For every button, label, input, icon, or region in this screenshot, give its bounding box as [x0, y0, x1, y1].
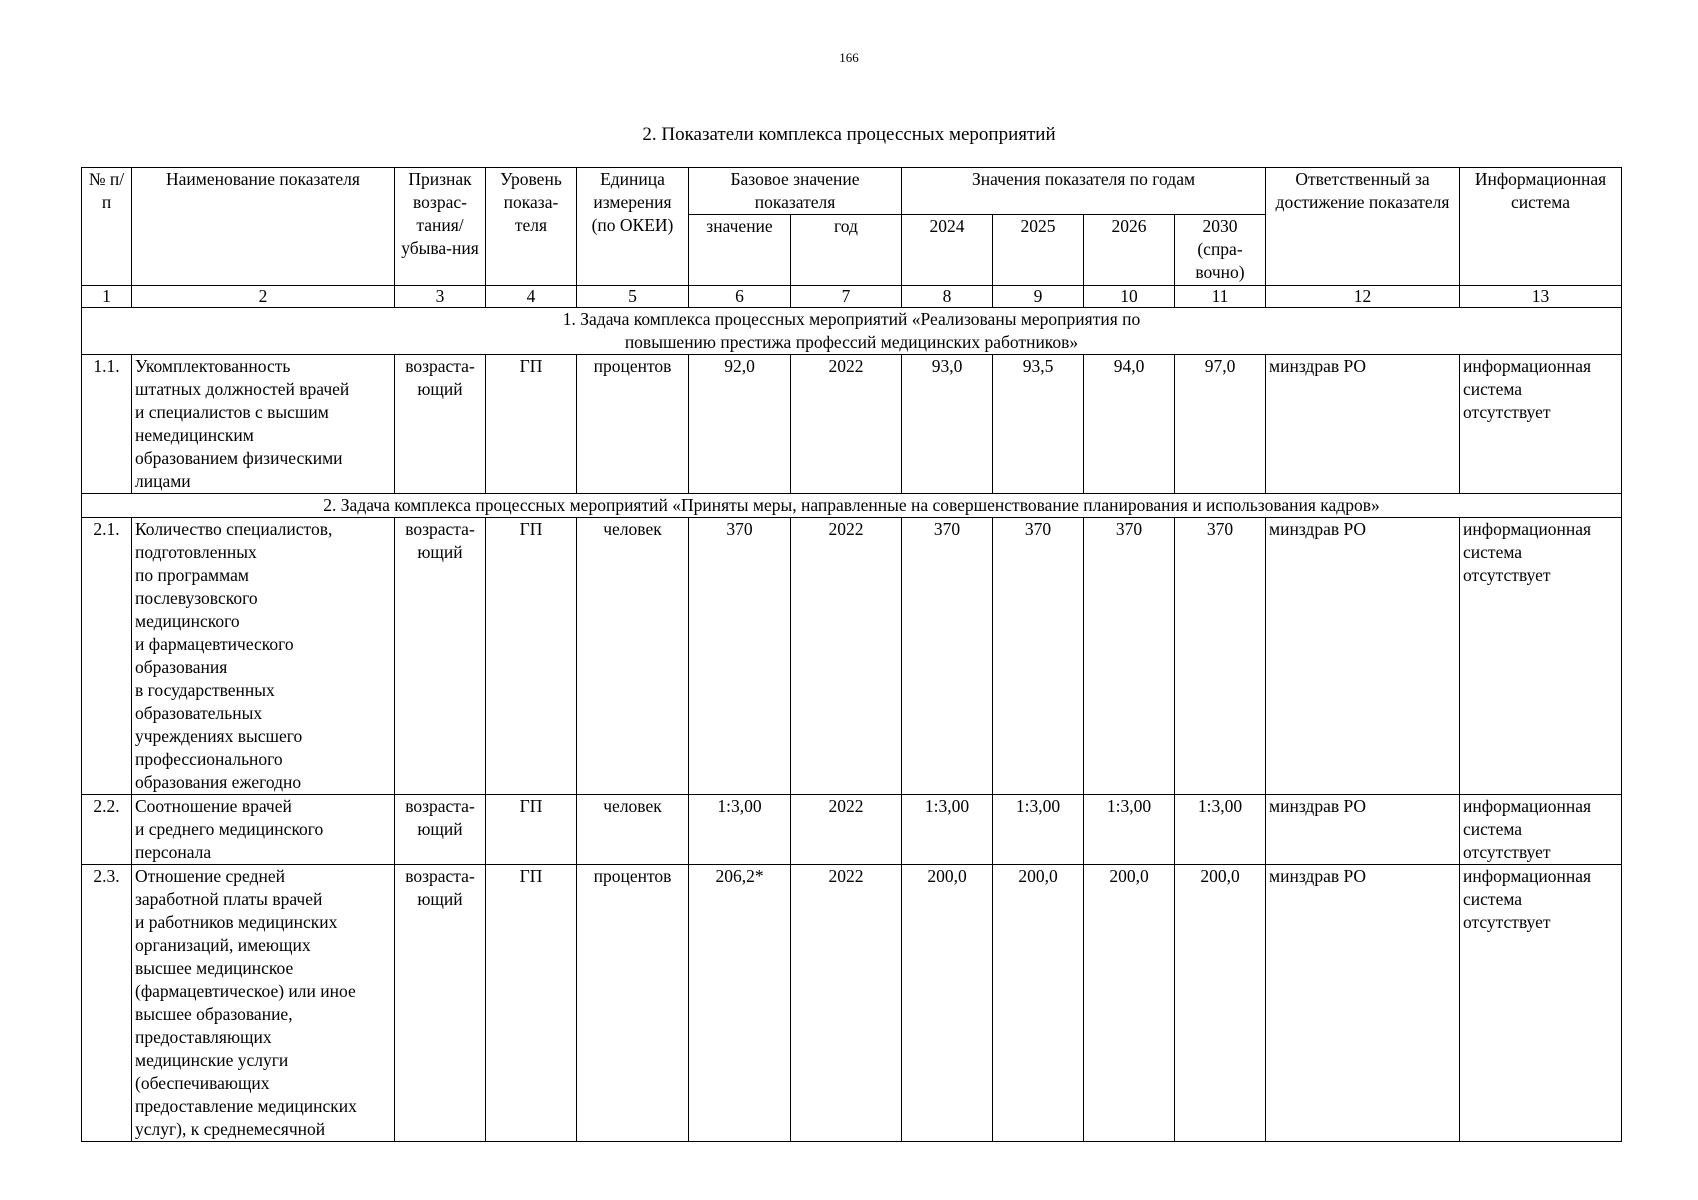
base-year: 2022: [791, 865, 902, 1142]
info-system: информационная система отсутствует: [1460, 865, 1622, 1142]
indicator-unit: человек: [577, 795, 689, 865]
indicator-level: ГП: [486, 865, 577, 1142]
value-2025: 370: [993, 518, 1084, 795]
value-2030: 1:3,00: [1175, 795, 1266, 865]
indicator-name: Соотношение врачей и среднего медицинского персонала: [132, 795, 395, 865]
row-number: 1.1.: [82, 355, 132, 494]
responsible: минздрав РО: [1266, 355, 1460, 494]
value-2030: 200,0: [1175, 865, 1266, 1142]
value-2024: 200,0: [902, 865, 993, 1142]
column-number: 13: [1460, 286, 1622, 308]
base-year: 2022: [791, 518, 902, 795]
value-2030: 97,0: [1175, 355, 1266, 494]
page-number: 166: [839, 50, 859, 65]
indicator-name: Отношение средней заработной платы врачей и работников медицинских организаций, имеющих высшее медицинское (фармацевтическое) или иное высшее образование, предоставляющих медицинские услуги (обеспечивающих предоставление медицинских услуг), к среднемесячной: [132, 865, 395, 1142]
row-number: 2.1.: [82, 518, 132, 795]
task-2-heading: 2. Задача комплекса процессных мероприятий «Приняты меры, направленные на совершенствование планирования и использования кадров»: [82, 494, 1622, 518]
value-2026: 1:3,00: [1084, 795, 1175, 865]
indicator-level: ГП: [486, 355, 577, 494]
header-year-2030: 2030 (спра-вочно): [1175, 215, 1266, 286]
value-2030: 370: [1175, 518, 1266, 795]
column-numbers-row: [82, 286, 1622, 308]
header-unit: Единица измерения (по ОКЕИ): [577, 168, 689, 286]
indicators-table: [81, 167, 1622, 1142]
table-row: [82, 865, 1622, 1142]
header-no: № п/п: [82, 168, 132, 286]
indicator-name: Укомплектованность штатных должностей врачей и специалистов с высшим немедицинским образованием физическими лицами: [132, 355, 395, 494]
header-row-1: [82, 168, 1622, 215]
base-value: 370: [689, 518, 791, 795]
task-row-2: [82, 494, 1622, 518]
header-responsible: Ответственный за достижение показателя: [1266, 168, 1460, 286]
table-row: [82, 355, 1622, 494]
page-title: 2. Показатели комплекса процессных мероприятий: [642, 124, 1056, 145]
value-2026: 94,0: [1084, 355, 1175, 494]
value-2026: 370: [1084, 518, 1175, 795]
task-row-1: [82, 308, 1622, 355]
column-number: 8: [902, 286, 993, 308]
base-value: 92,0: [689, 355, 791, 494]
column-number: 5: [577, 286, 689, 308]
header-name: Наименование показателя: [132, 168, 395, 286]
value-2024: 370: [902, 518, 993, 795]
header-base-year: год: [791, 215, 902, 286]
value-2025: 200,0: [993, 865, 1084, 1142]
responsible: минздрав РО: [1266, 795, 1460, 865]
value-2026: 200,0: [1084, 865, 1175, 1142]
indicator-sign: возраста- ющий: [395, 865, 486, 1142]
indicator-unit: человек: [577, 518, 689, 795]
indicator-level: ГП: [486, 518, 577, 795]
indicator-sign: возраста- ющий: [395, 355, 486, 494]
column-number: 9: [993, 286, 1084, 308]
value-2024: 1:3,00: [902, 795, 993, 865]
indicator-sign: возраста- ющий: [395, 795, 486, 865]
info-system: информационная система отсутствует: [1460, 355, 1622, 494]
column-number: 2: [132, 286, 395, 308]
column-number: 3: [395, 286, 486, 308]
responsible: минздрав РО: [1266, 865, 1460, 1142]
header-base-value: значение: [689, 215, 791, 286]
column-number: 12: [1266, 286, 1460, 308]
indicator-unit: процентов: [577, 865, 689, 1142]
responsible: минздрав РО: [1266, 518, 1460, 795]
column-number: 10: [1084, 286, 1175, 308]
base-year: 2022: [791, 355, 902, 494]
info-system: информационная система отсутствует: [1460, 795, 1622, 865]
column-number: 4: [486, 286, 577, 308]
header-year-2024: 2024: [902, 215, 993, 286]
base-value: 206,2*: [689, 865, 791, 1142]
column-number: 11: [1175, 286, 1266, 308]
base-year: 2022: [791, 795, 902, 865]
value-2024: 93,0: [902, 355, 993, 494]
header-base: Базовое значение показателя: [689, 168, 902, 215]
indicator-sign: возраста- ющий: [395, 518, 486, 795]
header-year-2025: 2025: [993, 215, 1084, 286]
header-sign: Признак возрас-тания/ убыва-ния: [395, 168, 486, 286]
header-year-2026: 2026: [1084, 215, 1175, 286]
task-1-heading: 1. Задача комплекса процессных мероприятий «Реализованы мероприятия по повышению престижа профессий медицинских работников»: [82, 308, 1622, 355]
header-system: Информационная система: [1460, 168, 1622, 286]
column-number: 1: [82, 286, 132, 308]
header-level: Уровень показа-теля: [486, 168, 577, 286]
header-values: Значения показателя по годам: [902, 168, 1266, 215]
column-number: 6: [689, 286, 791, 308]
row-number: 2.3.: [82, 865, 132, 1142]
table-row: [82, 795, 1622, 865]
indicator-name: Количество специалистов, подготовленных по программам послевузовского медицинского и фармацевтического образования в государственных образовательных учреждениях высшего профессионального образования ежегодно: [132, 518, 395, 795]
value-2025: 1:3,00: [993, 795, 1084, 865]
table-row: [82, 518, 1622, 795]
row-number: 2.2.: [82, 795, 132, 865]
column-number: 7: [791, 286, 902, 308]
base-value: 1:3,00: [689, 795, 791, 865]
indicator-level: ГП: [486, 795, 577, 865]
indicator-unit: процентов: [577, 355, 689, 494]
value-2025: 93,5: [993, 355, 1084, 494]
info-system: информационная система отсутствует: [1460, 518, 1622, 795]
